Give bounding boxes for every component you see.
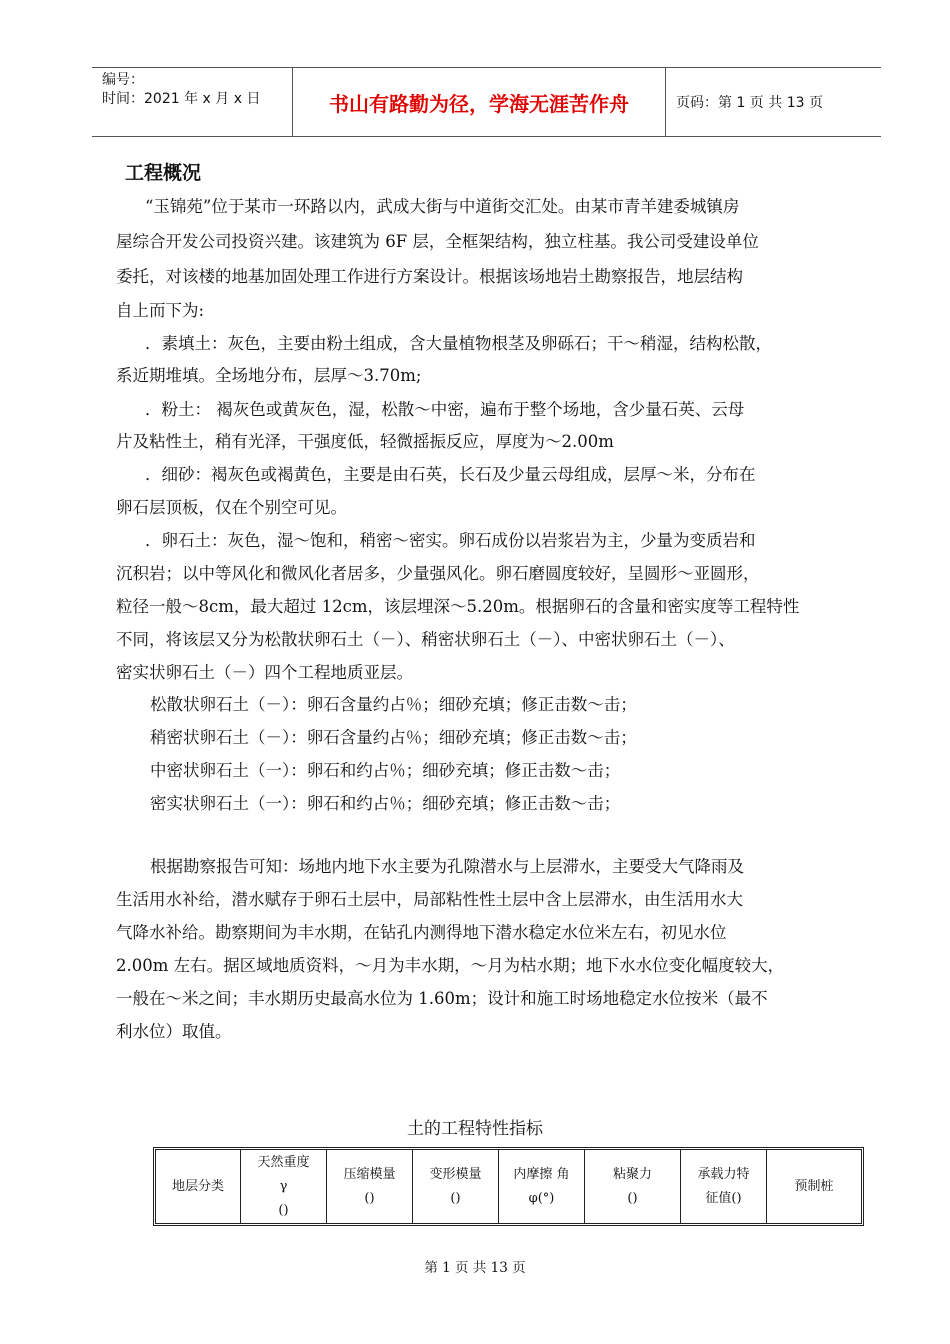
- table-header-cell: [327, 1150, 413, 1223]
- table-header-cell: [241, 1150, 327, 1223]
- table-header-cell: [156, 1150, 241, 1223]
- text-line: 中密状卵石土（一）：卵石和约占％；细砂充填；修正击数～击；: [150, 761, 621, 780]
- text-line: 片及粘性土，稍有光泽，干强度低，轻微摇振反应，厚度为～2.00m: [116, 432, 614, 451]
- header-text: (): [627, 1190, 638, 1206]
- text-line: ．粉土： 褐灰色或黄灰色，湿，松散～中密，遍布于整个场地，含少量石英、云母: [145, 400, 745, 419]
- header-meta: [92, 68, 293, 136]
- text-line: 屋综合开发公司投资兴建。该建筑为 6F 层，全框架结构，独立柱基。我公司受建设单位: [116, 232, 759, 251]
- header-text: 压缩模量: [343, 1166, 396, 1182]
- table-header-cell: [413, 1150, 499, 1223]
- text-line: ．卵石土：灰色，湿～饱和，稍密～密实。卵石成份以岩浆岩为主，少量为变质岩和: [145, 531, 756, 550]
- header-text: 征值(): [705, 1190, 742, 1206]
- header-text: 内摩擦 角: [513, 1166, 570, 1182]
- text-line: 委托，对该楼的地基加固处理工作进行方案设计。根据该场地岩土勘察报告，地层结构: [116, 267, 743, 286]
- text-line: 2.00m 左右。据区域地质资料，～月为丰水期，～月为枯水期；地下水水位变化幅度较大，: [116, 956, 785, 975]
- text-line: 密实状卵石土（－）四个工程地质亚层。: [116, 663, 413, 682]
- header-text: (): [450, 1190, 461, 1206]
- table-header-cell: [499, 1150, 585, 1223]
- header-motto: 书山有路勤为径，学海无涯苦作舟: [293, 68, 666, 136]
- section-title: 工程概况: [125, 162, 202, 184]
- text-line: 利水位）取值。: [116, 1022, 232, 1041]
- text-line: 不同，将该层又分为松散状卵石土（－）、稍密状卵石土（－）、中密状卵石土（－）、: [116, 630, 735, 649]
- date-label: 时间：2021 年 x 月 x 日: [102, 91, 261, 107]
- header-text: (): [278, 1202, 289, 1218]
- document-header: [92, 67, 881, 137]
- table-header-cell: [681, 1150, 767, 1223]
- text-line: 自上而下为:: [116, 301, 205, 320]
- header-page-number: 页码：第 1 页 共 13 页: [676, 95, 823, 111]
- header-text: 地层分类: [171, 1178, 224, 1194]
- page-footer: 第 1 页 共 13 页: [424, 1260, 526, 1276]
- text-line: 稍密状卵石土（－）：卵石含量约占％；细砂充填；修正击数～击；: [150, 728, 637, 747]
- header-text: 变形模量: [429, 1166, 482, 1182]
- header-text: 粘聚力: [612, 1166, 652, 1182]
- table-header-cell: [767, 1150, 861, 1223]
- text-line: “玉锦苑”位于某市一环路以内，武成大街与中道街交汇处。由某市青羊建委城镇房: [145, 197, 740, 216]
- header-text: 预制桩: [794, 1178, 834, 1194]
- header-text: 承载力特: [697, 1166, 750, 1182]
- text-line: 卵石层顶板，仅在个别空可见。: [116, 498, 347, 517]
- text-line: 根据勘察报告可知：场地内地下水主要为孔隙潜水与上层滞水，主要受大气降雨及: [150, 857, 744, 876]
- text-line: 密实状卵石土（一）：卵石和约占％；细砂充填；修正击数～击；: [150, 794, 621, 813]
- header-text: 天然重度: [257, 1154, 310, 1170]
- text-line: 粒径一般～8cm，最大超过 12cm，该层埋深～5.20m。根据卵石的含量和密实度等工程特性: [116, 597, 800, 616]
- header-text: γ: [279, 1178, 288, 1194]
- text-line: 生活用水补给，潜水赋存于卵石土层中，局部粘性性土层中含上层滞水，由生活用水大: [116, 890, 743, 909]
- table-header-cell: [585, 1150, 681, 1223]
- text-line: 沉积岩；以中等风化和微风化者居多，少量强风化。卵石磨圆度较好，呈圆形～亚圆形，: [116, 564, 760, 583]
- table-caption: 土的工程特性指标: [407, 1119, 543, 1139]
- header-text: φ(°): [528, 1190, 555, 1206]
- doc-number-label: 编号：: [102, 72, 144, 88]
- text-line: 气降水补给。勘察期间为丰水期，在钻孔内测得地下潜水稳定水位米左右，初见水位: [116, 923, 727, 942]
- text-line: ．细砂：褐灰色或褐黄色，主要是由石英，长石及少量云母组成，层厚～米，分布在: [145, 465, 756, 484]
- text-line: 系近期堆填。全场地分布，层厚～3.70m;: [116, 366, 422, 385]
- text-line: 松散状卵石土（－）：卵石含量约占％；细砂充填；修正击数～击；: [150, 695, 637, 714]
- header-text: (): [364, 1190, 375, 1206]
- text-line: 一般在～米之间；丰水期历史最高水位为 1.60m；设计和施工时场地稳定水位按米（最不: [116, 989, 768, 1008]
- text-line: ．素填土：灰色，主要由粉土组成，含大量植物根茎及卵砾石；干～稍湿，结构松散，: [145, 334, 772, 353]
- soil-properties-table: [153, 1147, 864, 1226]
